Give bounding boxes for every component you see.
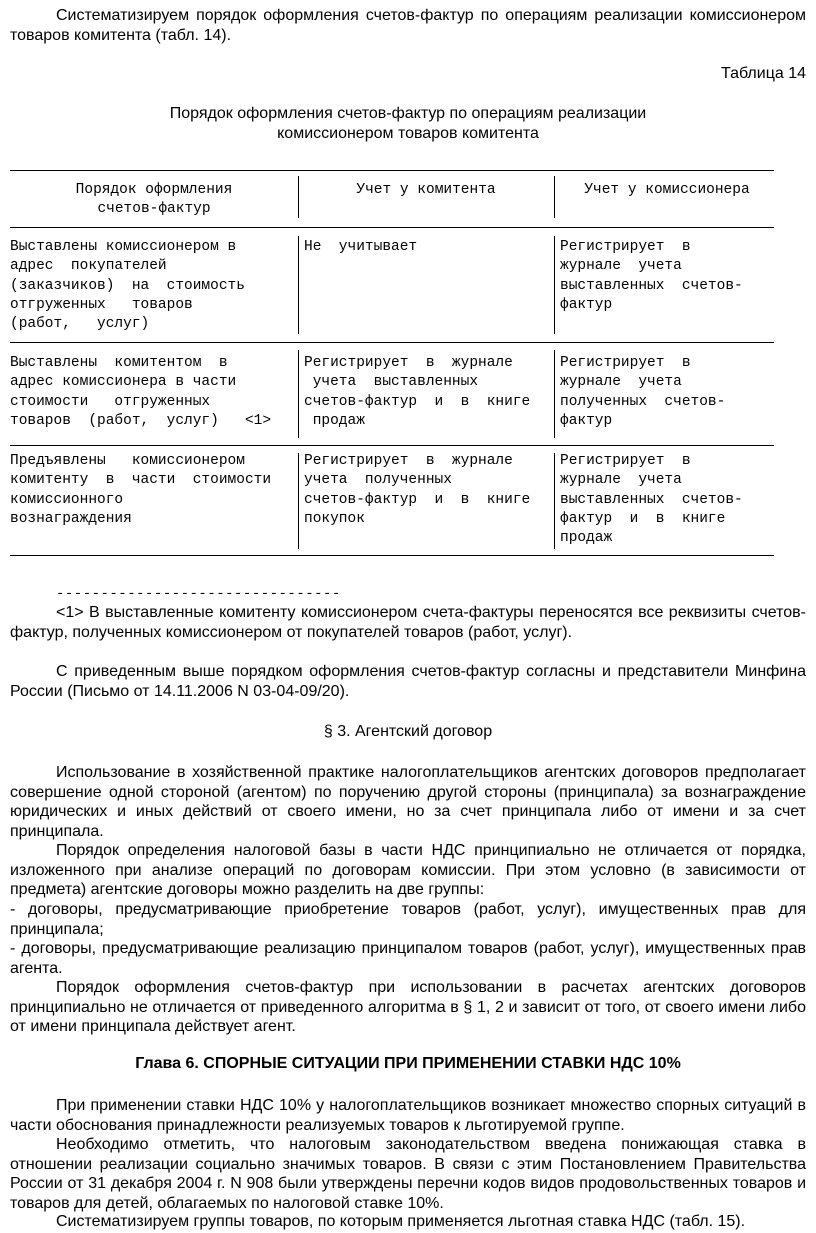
- table-vrule: [554, 350, 555, 438]
- footnote-text: <1> В выставленные комитенту комиссионером счета-фактуры переносятся все реквизиты счетов-фактур, полученных комиссионером от покупателей товаров (работ, услуг).: [10, 604, 806, 641]
- agency-paragraph-3: Порядок оформления счетов-фактур при использовании в расчетах агентских договоров принципиально не отличается от приведенного алгоритма в § 1, 2 и зависит от того, от своего имени либо от имени принципала действует агент.: [10, 979, 806, 1035]
- agency-paragraph-1: Использование в хозяйственной практике налогоплательщиков агентских договоров предполагает совершение одной стороной (агентом) по поручению другой стороны (принципала) за вознаграждение юридических и иных действий от своего имени, но за счет принципала либо от имени и за счет принципала.: [10, 764, 806, 840]
- table-row-2-procedure: Выставлены комитентом в адрес комиссионера в части стоимости отгруженных товаров (работ, услуг) <1>: [10, 355, 272, 429]
- table-row-1-procedure: Выставлены комиссионером в адрес покупателей (заказчиков) на стоимость отгруженных товаров (работ, услуг): [10, 239, 245, 333]
- table-vrule: [298, 176, 299, 218]
- table-title-line2: комиссионером товаров комитента: [277, 125, 539, 142]
- chapter-paragraph-2: Необходимо отметить, что налоговым законодательством введена понижающая ставка в отношении реализации социально значимых товаров. В связи с этим Постановлением Правительства России от 31 декабря 2004 г. N 908 были утверждены перечни кодов видов продовольственных товаров и товаров для детей, облагаемых по налоговой ставке 10%.: [10, 1136, 806, 1212]
- table-vrule: [298, 453, 299, 549]
- table-rule-row2: [10, 445, 774, 446]
- table-row-3-procedure: Предъявлены комиссионером комитенту в части стоимости комиссионного вознаграждения: [10, 453, 272, 527]
- section-heading: § 3. Агентский договор: [323, 723, 493, 740]
- chapter-heading: Глава 6. СПОРНЫЕ СИТУАЦИИ ПРИ ПРИМЕНЕНИИ СТАВКИ НДС 10%: [135, 1055, 681, 1072]
- table-row-3-agent: Регистрирует в журнале учета выставленных счетов- фактур и в книге продаж: [560, 453, 743, 547]
- table-vrule: [298, 350, 299, 438]
- table-row-2-agent: Регистрирует в журнале учета полученных счетов- фактур: [560, 355, 726, 429]
- table-header-agent: Учет у комиссионера: [584, 182, 750, 198]
- agency-list-item-1: - договоры, предусматривающие приобретение товаров (работ, услуг), имущественных прав для принципала;: [10, 901, 806, 938]
- table-label: Таблица 14: [721, 65, 806, 82]
- chapter-paragraph-3: Систематизируем группы товаров, по которым применяется льготная ставка НДС (табл. 15).: [56, 1213, 746, 1230]
- table-row-1-principal: Не учитывает: [304, 239, 418, 255]
- table-vrule: [554, 453, 555, 549]
- table-vrule: [298, 236, 299, 334]
- table-rule-bottom: [10, 555, 774, 556]
- table-rule-row1: [10, 342, 774, 343]
- footnote-separator: --------------------------------: [56, 586, 341, 602]
- table-rule-top: [10, 170, 774, 171]
- chapter-paragraph-1: При применении ставки НДС 10% у налогоплательщиков возникает множество спорных ситуаций в части обоснования принадлежности реализуемых товаров к льготируемой группе.: [10, 1097, 806, 1134]
- table-row-2-principal: Регистрирует в журнале учета выставленных счетов-фактур и в книге продаж: [304, 355, 531, 429]
- table-vrule: [554, 176, 555, 218]
- table-header-procedure: Порядок оформления счетов-фактур: [75, 182, 233, 218]
- table-rule-header: [10, 227, 774, 228]
- minfin-paragraph: С приведенным выше порядком оформления счетов-фактур согласны и представители Минфина России (Письмо от 14.11.2006 N 03-04-09/20).: [10, 663, 806, 700]
- table-vrule: [554, 236, 555, 334]
- agency-list-item-2: - договоры, предусматривающие реализацию принципалом товаров (работ, услуг), имущественных прав агента.: [10, 940, 806, 977]
- intro-paragraph: Систематизируем порядок оформления счетов-фактур по операциям реализации комиссионером товаров комитента (табл. 14).: [10, 7, 806, 44]
- table-title-line1: Порядок оформления счетов-фактур по операциям реализации: [169, 105, 647, 122]
- table-header-principal: Учет у комитента: [356, 182, 496, 198]
- table-row-1-agent: Регистрирует в журнале учета выставленных счетов- фактур: [560, 239, 743, 313]
- agency-paragraph-2: Порядок определения налоговой базы в части НДС принципиально не отличается от порядка, изложенного при анализе операций по договорам комиссии. При этом условно (в зависимости от предмета) агентские договоры можно разделить на две группы:: [10, 842, 806, 898]
- table-row-3-principal: Регистрирует в журнале учета полученных счетов-фактур и в книге покупок: [304, 453, 531, 527]
